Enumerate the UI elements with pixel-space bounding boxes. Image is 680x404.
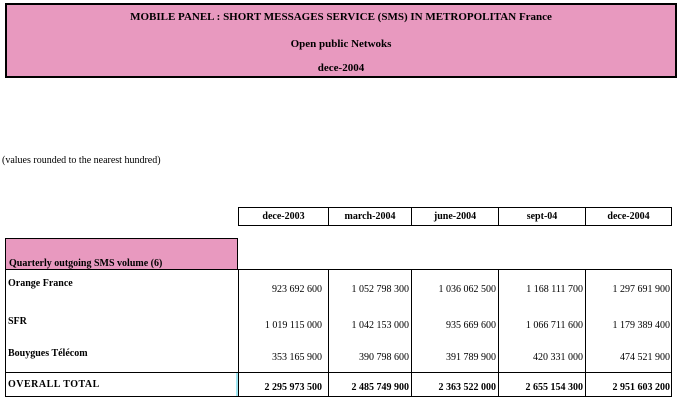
table-bottom-rule (5, 396, 672, 397)
report-title: MOBILE PANEL : SHORT MESSAGES SERVICE (SMS) IN METROPOLITAN France (130, 11, 552, 23)
column-divider (585, 269, 586, 397)
table-cell: 1 297 691 900 (612, 284, 670, 295)
table-cell: 391 789 900 (446, 352, 496, 363)
row-label-orange-france: Orange France (8, 278, 73, 289)
total-cell: 2 485 749 900 (351, 382, 409, 393)
total-cell: 2 363 522 000 (438, 382, 496, 393)
table-cell: 923 692 600 (272, 284, 322, 295)
table-cell: 474 521 900 (620, 352, 670, 363)
table-top-rule (5, 269, 672, 270)
report-header (5, 3, 677, 78)
table-left-border (5, 269, 6, 397)
table-right-border (671, 269, 672, 397)
row-label-overall-total: OVERALL TOTAL (8, 379, 100, 390)
row-label-sfr: SFR (8, 316, 27, 327)
table-cell: 420 331 000 (533, 352, 583, 363)
table-cell: 1 168 111 700 (526, 284, 583, 295)
section-label: Quarterly outgoing SMS volume (6) (5, 238, 238, 270)
total-cell: 2 655 154 300 (525, 382, 583, 393)
column-divider (238, 269, 239, 397)
column-divider (328, 269, 329, 397)
table-cell: 1 019 115 000 (264, 320, 322, 331)
table-cell: 1 042 153 000 (351, 320, 409, 331)
row-label-bouygues-telecom: Bouygues Télécom (8, 348, 88, 359)
report-subtitle: Open public Netwoks (290, 38, 392, 50)
total-cell: 2 295 973 500 (264, 382, 322, 393)
column-header-dece-2004: dece-2004 (585, 207, 672, 226)
report-date: dece-2004 (317, 62, 365, 74)
total-cell: 2 951 603 200 (612, 382, 670, 393)
column-header-june-2004: june-2004 (411, 207, 499, 226)
table-cell: 353 165 900 (272, 352, 322, 363)
table-cell: 1 066 711 600 (525, 320, 583, 331)
column-header-march-2004: march-2004 (328, 207, 412, 226)
table-cell: 1 179 389 400 (612, 320, 670, 331)
table-cell: 1 036 062 500 (438, 284, 496, 295)
column-divider (498, 269, 499, 397)
cell-highlight (236, 373, 238, 396)
column-header-dece-2003: dece-2003 (238, 207, 329, 226)
table-cell: 390 798 600 (359, 352, 409, 363)
table-cell: 935 669 600 (446, 320, 496, 331)
total-row-rule (5, 372, 672, 373)
column-divider (411, 269, 412, 397)
rounding-note: (values rounded to the nearest hundred) (2, 155, 161, 166)
column-header-sept-04: sept-04 (498, 207, 586, 226)
table-cell: 1 052 798 300 (351, 284, 409, 295)
